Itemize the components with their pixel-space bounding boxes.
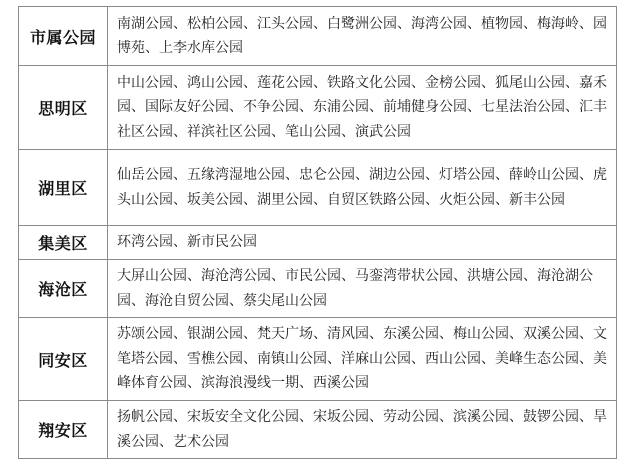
district-label: 同安区 [19, 318, 108, 401]
park-list: 南湖公园、松柏公园、江头公园、白鹭洲公园、海湾公园、植物园、梅海岭、园博苑、上李水库公园 [108, 7, 617, 66]
district-label: 海沧区 [19, 260, 108, 318]
district-label: 翔安区 [19, 401, 108, 459]
parks-by-district-table [18, 6, 617, 459]
park-list: 中山公园、鸿山公园、莲花公园、铁路文化公园、金榜公园、狐尾山公园、嘉禾园、国际友好公园、不争公园、东浦公园、前埔健身公园、七星法治公园、汇丰社区公园、祥滨社区公园、笔山公园、演武公园 [108, 66, 617, 150]
table-row-xiangan [19, 401, 617, 459]
table-row-siming [19, 66, 617, 150]
table-row-tongan [19, 318, 617, 401]
table-row-huli [19, 150, 617, 226]
table-row-haicang [19, 260, 617, 318]
park-list: 环湾公园、新市民公园 [108, 226, 617, 260]
district-label: 湖里区 [19, 150, 108, 226]
district-label: 市属公园 [19, 7, 108, 66]
table-body [19, 7, 617, 459]
park-list: 大屏山公园、海沧湾公园、市民公园、马銮湾带状公园、洪塘公园、海沧湖公园、海沧自贸公园、蔡尖尾山公园 [108, 260, 617, 318]
table-row-jimei [19, 226, 617, 260]
park-list: 扬帆公园、宋坂安全文化公园、宋坂公园、劳动公园、滨溪公园、鼓锣公园、旱溪公园、艺术公园 [108, 401, 617, 459]
district-label: 思明区 [19, 66, 108, 150]
table-row-city-parks [19, 7, 617, 66]
park-list: 苏颂公园、银湖公园、梵天广场、清风园、东溪公园、梅山公园、双溪公园、文笔塔公园、雪樵公园、南镇山公园、洋麻山公园、西山公园、美峰生态公园、美峰体育公园、滨海浪漫线一期、西溪公园 [108, 318, 617, 401]
park-list: 仙岳公园、五缘湾湿地公园、忠仑公园、湖边公园、灯塔公园、薛岭山公园、虎头山公园、坂美公园、湖里公园、自贸区铁路公园、火炬公园、新丰公园 [108, 150, 617, 226]
district-label: 集美区 [19, 226, 108, 260]
